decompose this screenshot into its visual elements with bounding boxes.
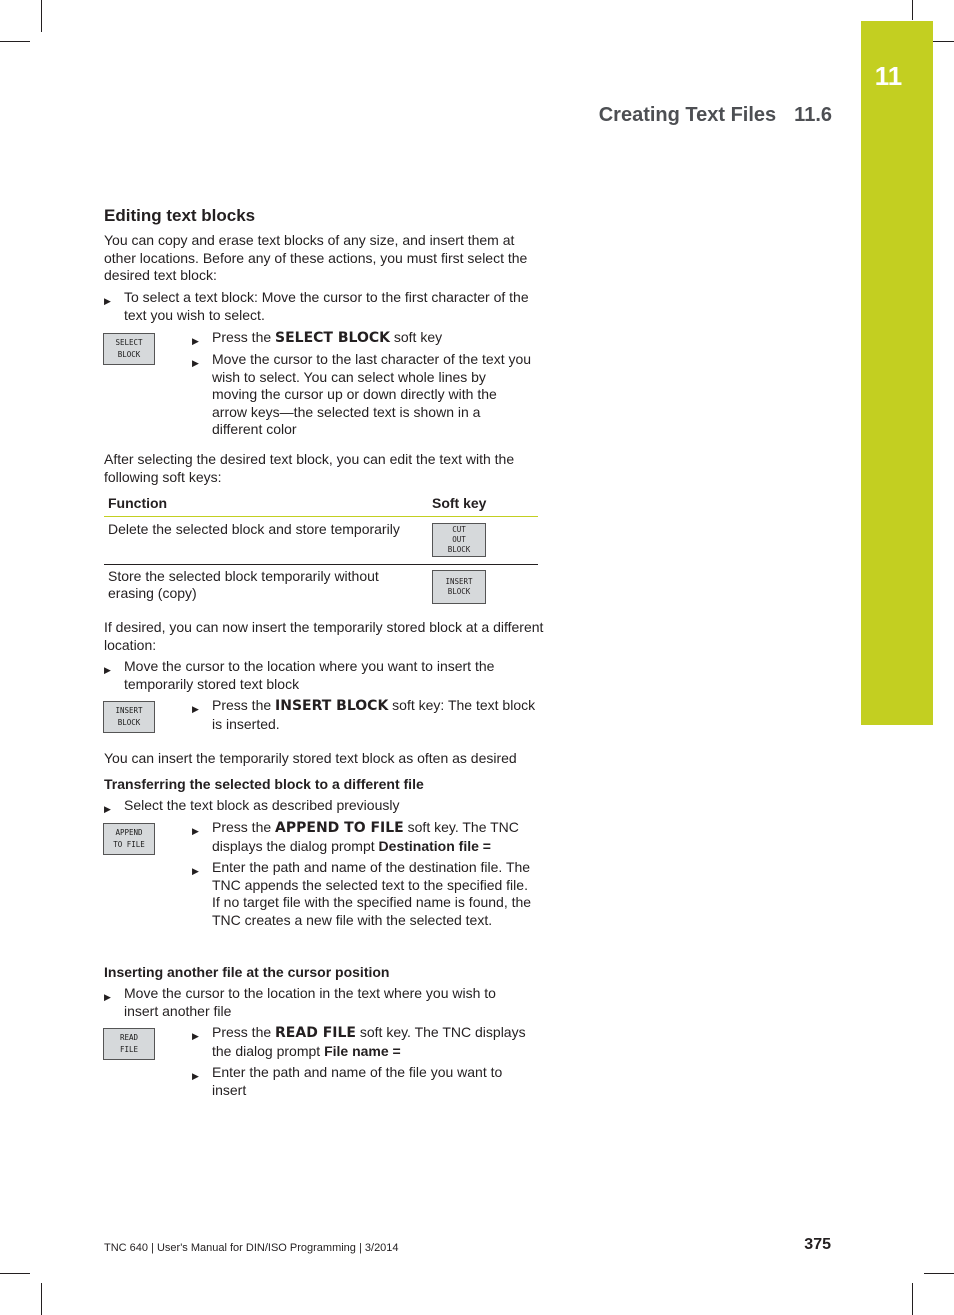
arrow-icon: ▶ [104,665,111,675]
arrow-icon: ▶ [192,1031,199,1041]
after-select-paragraph: After selecting the desired text block, you can edit the text with the following soft keys: [104,451,515,485]
running-header [599,104,832,127]
chapter-tab [861,21,933,725]
select-block-softkey[interactable]: SELECT BLOCK [103,333,155,365]
chapter-number: 11 [874,61,903,91]
arrow-icon: ▶ [104,296,111,306]
table-header-rule [104,516,538,517]
list-item: ▶ Move the cursor to the location in the text where you wish to insert another file [104,985,496,1019]
list-item: ▶ To select a text block: Move the cursor to the first character of the text you wish to select. [104,289,529,323]
arrow-icon: ▶ [104,992,111,1002]
table-cell-function: Delete the selected block and store temporarily [108,521,400,537]
list-item: ▶ Enter the path and name of the destination file. The TNC appends the selected text to the specified file. If no target file with the specified name is found, the TNC creates a new file with the selected text. [192,859,532,928]
intro-paragraph: You can copy and erase text blocks of any size, and insert them at other locations. Before any of these actions, you must first select the desired text block: [104,232,528,283]
insert-intro-paragraph: If desired, you can now insert the temporarily stored block at a different location: [104,619,544,653]
read-file-softkey[interactable]: READ FILE [103,1028,155,1060]
table-row-rule [104,564,538,565]
list-item: ▶ Press the SELECT BLOCK soft key [192,329,532,348]
list-item: ▶ Enter the path and name of the file you want to insert [192,1064,503,1098]
crop-mark [924,1273,954,1274]
crop-mark [0,41,30,42]
crop-mark [912,1283,913,1315]
list-item: ▶ Move the cursor to the last character of the text you wish to select. You can select whole lines by moving the cursor up or down directly with the arrow keys—the selected text is shown in a different color [192,351,532,437]
crop-mark [0,1273,30,1274]
transfer-heading: Transferring the selected block to a different file [104,776,424,792]
section-title: Creating Text Files [598,104,777,126]
insert-file-heading: Inserting another file at the cursor position [104,964,390,980]
append-to-file-softkey[interactable]: APPEND TO FILE [103,823,155,855]
list-item: ▶ Select the text block as described previously [104,797,534,815]
insert-note-paragraph: You can insert the temporarily stored text block as often as desired [104,750,517,766]
crop-mark [912,0,913,20]
list-item: ▶ Press the READ FILE soft key. The TNC displays the dialog prompt File name = [192,1024,526,1059]
page-number: 375 [804,1236,831,1253]
crop-mark [41,1283,42,1315]
table-cell-function: Store the selected block temporarily without erasing (copy) [108,568,379,601]
arrow-icon: ▶ [192,704,199,714]
table-header-function: Function [108,495,168,511]
list-item: ▶ Press the INSERT BLOCK soft key: The text block is inserted. [192,697,536,732]
insert-block-softkey[interactable]: INSERT BLOCK [103,701,155,733]
arrow-icon: ▶ [104,804,111,814]
arrow-icon: ▶ [192,826,199,836]
arrow-icon: ▶ [192,358,199,368]
list-item: ▶ Press the APPEND TO FILE soft key. The TNC displays the dialog prompt Destination file = [192,819,519,854]
arrow-icon: ▶ [192,866,199,876]
insert-block-softkey[interactable]: INSERT BLOCK [432,570,486,604]
cut-out-block-softkey[interactable]: CUT OUT BLOCK [432,523,486,557]
arrow-icon: ▶ [192,336,199,346]
page-heading: Editing text blocks [104,206,256,225]
list-item: ▶ Move the cursor to the location where you want to insert the temporarily stored text block [104,658,495,692]
table-header-softkey: Soft key [432,495,487,511]
footer-text: TNC 640 | User's Manual for DIN/ISO Programming | 3/2014 [104,1242,399,1254]
crop-mark [41,0,42,32]
section-number: 11.6 [794,104,832,126]
arrow-icon: ▶ [192,1071,199,1081]
